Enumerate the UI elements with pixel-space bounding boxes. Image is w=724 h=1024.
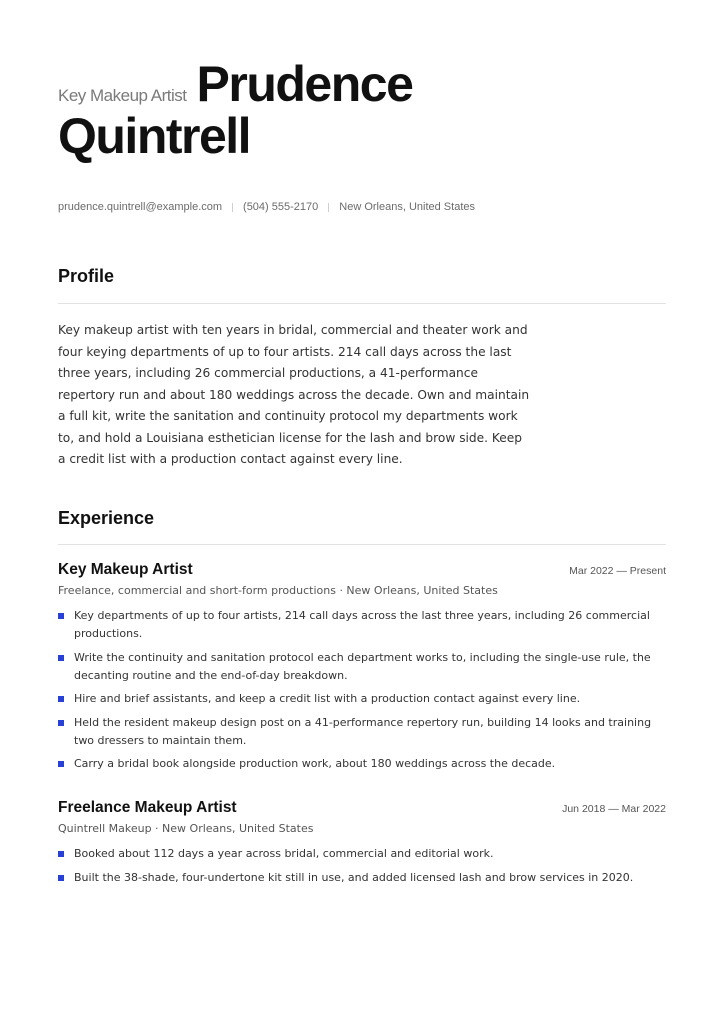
experience-heading: Experience bbox=[58, 508, 155, 528]
job-bullets bbox=[58, 845, 666, 887]
job-entry bbox=[58, 561, 666, 779]
job-subtitle: Freelance, commercial and short-form productions · New Orleans, United States bbox=[58, 584, 498, 597]
bullet-item: Built the 38-shade, four-undertone kit still in use, and added licensed lash and brow services in 2020. bbox=[58, 869, 666, 887]
bullet-item: Carry a bridal book alongside production work, about 180 weddings across the decade. bbox=[58, 755, 666, 773]
bullet-item: Held the resident makeup design post on a 41-performance repertory run, building 14 looks and training two dressers to maintain them. bbox=[58, 714, 666, 750]
contact-line bbox=[58, 201, 475, 213]
bullet-item: Key departments of up to four artists, 214 call days across the last three years, including 26 commercial productions. bbox=[58, 607, 666, 643]
contact-separator bbox=[232, 203, 233, 212]
experience-divider bbox=[58, 544, 666, 545]
first-name: Prudence bbox=[196, 56, 413, 112]
contact-location: New Orleans, United States bbox=[339, 201, 475, 213]
profile-text: Key makeup artist with ten years in bridal, commercial and theater work and four keying departments of up to four artists. 214 call days across the last three years, including 26 commercial productions, a 41-performance repertory run and about 180 weddings across the decade. Own and maintain a full kit, write the sanitation and continuity protocol my departments work to, and hold a Louisiana esthetician license for the lash and brow side. Keep a credit list with a production contact against every line. bbox=[58, 323, 530, 466]
last-name: Quintrell bbox=[58, 108, 251, 164]
profile-divider bbox=[58, 303, 666, 304]
job-dates: Jun 2018 — Mar 2022 bbox=[562, 803, 666, 815]
role-label: Key Makeup Artist bbox=[58, 86, 187, 105]
bullet-item: Booked about 112 days a year across bridal, commercial and editorial work. bbox=[58, 845, 666, 863]
job-dates: Mar 2022 — Present bbox=[569, 565, 666, 577]
job-entry bbox=[58, 799, 666, 892]
job-subtitle: Quintrell Makeup · New Orleans, United States bbox=[58, 822, 314, 835]
bullet-item: Hire and brief assistants, and keep a credit list with a production contact against every line. bbox=[58, 690, 666, 708]
job-title: Key Makeup Artist bbox=[58, 561, 193, 578]
bullet-item: Write the continuity and sanitation protocol each department works to, including the single-use rule, the decanting routine and the end-of-day breakdown. bbox=[58, 649, 666, 685]
profile-heading: Profile bbox=[58, 266, 115, 286]
contact-phone[interactable]: (504) 555-2170 bbox=[243, 201, 319, 213]
job-bullets bbox=[58, 607, 666, 773]
job-title: Freelance Makeup Artist bbox=[58, 799, 237, 816]
contact-email[interactable]: prudence.quintrell@example.com bbox=[58, 201, 223, 213]
contact-separator bbox=[328, 203, 329, 212]
resume-header bbox=[58, 58, 678, 162]
